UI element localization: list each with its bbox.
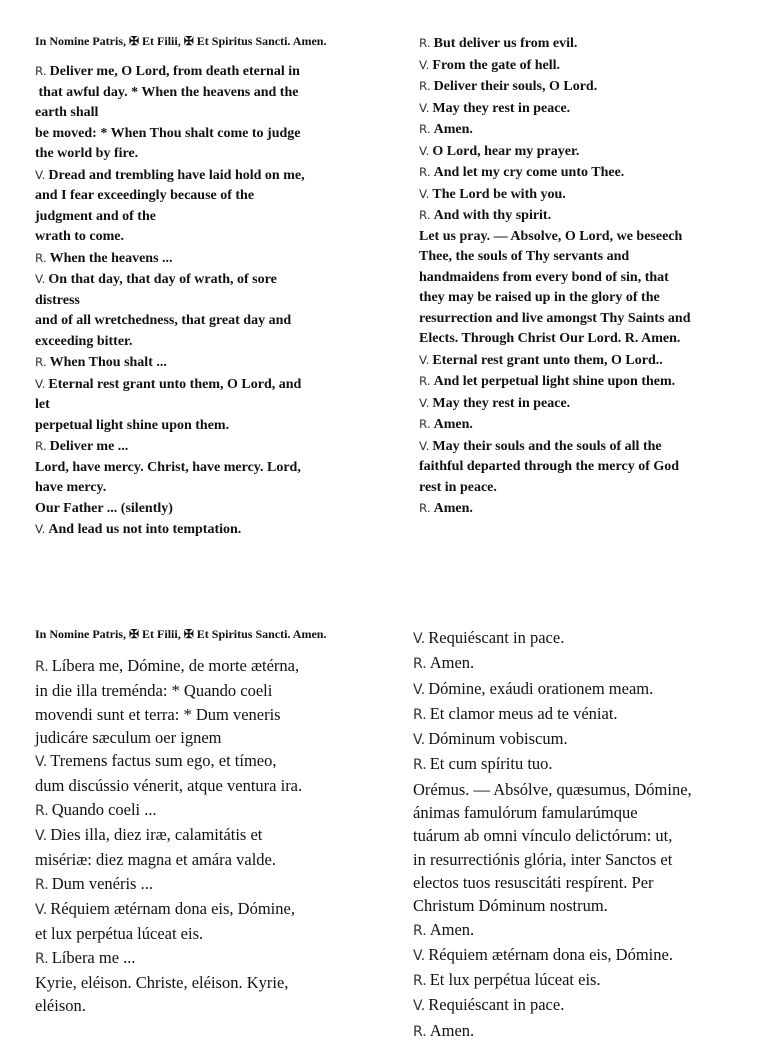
line-text: Elects. Through Christ Our Lord. R. Amen. [419, 331, 681, 346]
line-text: resurrection and live amongst Thy Saints and [419, 310, 691, 326]
line-text: Eternal rest grant unto them, O Lord.. [432, 352, 663, 368]
versicle-mark: V. [35, 272, 46, 286]
line-text: et lux perpétua lúceat eis. [35, 924, 204, 944]
response-mark: R. [419, 417, 431, 431]
text-line [419, 247, 734, 268]
line-text: faithful departed through the mercy of God [419, 459, 680, 474]
text-line [35, 848, 355, 871]
line-text: May they rest in peace. [432, 395, 571, 411]
response-mark: R. [419, 36, 431, 50]
response-mark: R. [35, 439, 47, 453]
response-line [419, 205, 734, 227]
text-line [419, 478, 734, 499]
text-line [35, 124, 365, 145]
response-line [419, 498, 734, 520]
versicle-line [35, 519, 365, 541]
line-text: rest in peace. [419, 479, 497, 495]
line-text: wrath to come. [35, 229, 125, 244]
response-line [413, 702, 748, 727]
english-column-right [419, 33, 734, 520]
line-text: May their souls and the souls of all the [432, 438, 662, 454]
text-line [35, 726, 355, 749]
versicle-line [413, 993, 748, 1018]
text-lines [35, 654, 355, 1017]
text-line [35, 144, 365, 165]
versicle-mark: V. [35, 167, 46, 182]
line-text: exceeding bitter. [35, 333, 133, 349]
versicle-line [413, 626, 748, 651]
response-line [35, 436, 365, 458]
line-text: Deliver me, O Lord, from death eternal in [49, 64, 300, 79]
text-line [35, 774, 355, 797]
versicle-line [419, 436, 734, 458]
text-line [413, 824, 748, 847]
text-line [413, 848, 748, 871]
versicle-mark: V. [413, 631, 426, 647]
text-lines [413, 626, 748, 1044]
line-text: Our Father ... (silently) [35, 500, 173, 516]
line-text: And let perpetual light shine upon them. [433, 374, 676, 389]
versicle-mark: V. [35, 376, 46, 391]
response-line [35, 61, 365, 83]
versicle-line [419, 98, 734, 120]
line-text: Réquiem ætérnam dona eis, Dómine, [50, 898, 295, 918]
line-text: Et clamor meus ad te véniat. [429, 703, 618, 723]
text-line [35, 332, 365, 353]
response-line [35, 798, 355, 823]
line-text: and of all wretchedness, that great day and [35, 313, 292, 328]
line-text: Kyrie, eléison. Christe, eléison. Kyrie, [35, 972, 289, 992]
text-line [413, 801, 748, 824]
versicle-line [35, 749, 355, 774]
line-text: Amen. [433, 122, 473, 137]
line-text: Christum Dóminum nostrum. [413, 896, 608, 916]
text-line [35, 311, 365, 332]
response-line [35, 654, 355, 679]
response-mark: R. [35, 659, 49, 675]
text-line [35, 994, 355, 1017]
line-text: Quando coeli ... [51, 799, 157, 819]
versicle-line [419, 55, 734, 77]
versicle-line [413, 677, 748, 702]
text-lines [35, 61, 365, 541]
line-text: And lead us not into temptation. [48, 522, 242, 537]
text-line [413, 871, 748, 894]
text-line [413, 778, 748, 801]
versicle-line [419, 350, 734, 372]
response-line [419, 162, 734, 184]
line-text: O Lord, hear my prayer. [432, 143, 580, 159]
versicle-mark: V. [35, 901, 48, 918]
line-text: perpetual light shine upon them. [35, 417, 230, 433]
text-line [35, 679, 355, 702]
versicle-mark: V. [35, 828, 48, 845]
response-mark: R. [419, 165, 431, 179]
line-text: distress [35, 292, 80, 308]
text-line [419, 227, 734, 248]
text-line [419, 268, 734, 289]
line-text: misériæ: diez magna et amára valde. [35, 850, 276, 870]
text-line [35, 458, 365, 479]
line-text: Dómine, exáudi orationem meam. [428, 678, 654, 698]
response-mark: R. [413, 706, 427, 723]
text-line [419, 309, 734, 330]
response-mark: R. [35, 802, 49, 819]
versicle-line [413, 727, 748, 752]
versicle-mark: V. [413, 998, 426, 1015]
response-mark: R. [35, 950, 49, 967]
text-line [35, 499, 365, 520]
line-text: Et cum spíritu tuo. [429, 754, 553, 774]
line-text: When Thou shalt ... [49, 355, 167, 370]
line-text: Dread and trembling have laid hold on me, [48, 167, 305, 183]
versicle-mark: V. [413, 732, 426, 749]
line-text: handmaidens from every bond of sin, that [419, 269, 669, 285]
line-text: Requiéscant in pace. [428, 628, 565, 647]
line-text: But deliver us from evil. [433, 36, 578, 51]
response-mark: R. [413, 1023, 427, 1040]
text-line [35, 186, 365, 207]
text-line [35, 416, 365, 437]
versicle-mark: V. [419, 186, 430, 201]
response-line [413, 752, 748, 777]
english-column-left [35, 33, 365, 541]
response-line [413, 651, 748, 676]
line-text: Amen. [429, 1020, 475, 1040]
line-text: And let my cry come unto Thee. [433, 165, 625, 180]
line-text: tuárum ab omni vínculo delictórum: ut, [413, 826, 673, 846]
versicle-line [419, 393, 734, 415]
response-line [419, 119, 734, 141]
line-text: And with thy spirit. [433, 208, 552, 223]
line-text: Let us pray. — Absolve, O Lord, we beseech [419, 228, 683, 244]
line-text: The Lord be with you. [432, 186, 566, 202]
response-mark: R. [419, 374, 431, 388]
response-mark: R. [413, 656, 427, 673]
versicle-mark: V. [419, 143, 430, 158]
line-text: judgment and of the [35, 208, 156, 224]
line-text: and I fear exceedingly because of the [35, 188, 255, 203]
response-mark: R. [419, 501, 431, 515]
versicle-mark: V. [419, 100, 430, 115]
line-text: When the heavens ... [49, 250, 173, 266]
line-text: movendi sunt et terra: * Dum veneris [35, 704, 281, 724]
line-text: May they rest in peace. [432, 100, 571, 116]
response-mark: R. [35, 250, 47, 265]
latin-column-right [413, 626, 748, 1044]
line-text: eléison. [35, 996, 86, 1016]
response-mark: R. [35, 876, 49, 893]
response-line [419, 414, 734, 436]
response-mark: R. [419, 208, 431, 222]
versicle-mark: V. [413, 947, 426, 964]
versicle-line [35, 823, 355, 848]
line-text: have mercy. [35, 480, 107, 495]
response-line [413, 968, 748, 993]
line-text: Tremens factus sum ego, et tímeo, [50, 751, 277, 771]
text-line [35, 971, 355, 994]
text-line [419, 329, 734, 350]
response-mark: R. [413, 757, 427, 774]
invocation-header: In Nomine Patris, ✠ Et Filii, ✠ Et Spiritus Sancti. Amen. [35, 34, 327, 48]
line-text: Amen. [433, 417, 473, 432]
versicle-line [35, 269, 365, 291]
line-text: Dum venéris ... [51, 873, 153, 893]
text-line [35, 227, 365, 248]
versicle-line [35, 897, 355, 922]
text-line [35, 207, 365, 228]
text-line [35, 703, 355, 726]
response-line [419, 76, 734, 98]
versicle-mark: V. [419, 395, 430, 410]
response-line [419, 33, 734, 55]
line-text: Dóminum vobiscum. [428, 729, 568, 749]
text-line [35, 922, 355, 945]
invocation-header: In Nomine Patris, ✠ Et Filii, ✠ Et Spiritus Sancti. Amen. [35, 627, 327, 641]
versicle-line [35, 374, 365, 396]
line-text: in resurrectiónis glória, inter Sanctos et [413, 849, 673, 869]
response-line [35, 352, 365, 374]
line-text: Líbera me ... [51, 947, 136, 967]
line-text: the world by fire. [35, 146, 139, 161]
versicle-line [419, 184, 734, 206]
versicle-line [419, 141, 734, 163]
response-mark: R. [35, 355, 47, 369]
line-text: ánimas famulórum famularúmque [413, 803, 638, 823]
line-text: judicáre sæculum oer ignem [35, 727, 222, 747]
response-mark: R. [419, 122, 431, 136]
text-line [419, 457, 734, 478]
versicle-line [35, 165, 365, 187]
response-line [413, 918, 748, 943]
text-line [35, 291, 365, 312]
line-text: be moved: * When Thou shalt come to judge [35, 125, 301, 141]
text-line [413, 894, 748, 917]
response-mark: R. [413, 922, 427, 939]
versicle-mark: V. [413, 681, 426, 698]
line-text: dum discússio vénerit, atque ventura ira. [35, 776, 303, 796]
versicle-mark: V. [419, 438, 430, 453]
response-mark: R. [413, 973, 427, 990]
versicle-mark: V. [35, 522, 46, 536]
line-text: Requiéscant in pace. [428, 995, 565, 1015]
response-line [413, 1019, 748, 1044]
versicle-mark: V. [419, 57, 430, 72]
response-line [35, 248, 365, 270]
line-text: electos tuos resuscitáti respírent. Per [413, 872, 654, 892]
versicle-mark: V. [35, 754, 48, 771]
line-text: Amen. [433, 501, 473, 516]
response-mark: R. [35, 64, 47, 78]
text-line [419, 288, 734, 309]
line-text: Thee, the souls of Thy servants and [419, 249, 630, 264]
line-text: Réquiem ætérnam dona eis, Dómine. [428, 944, 673, 964]
line-text: Eternal rest grant unto them, O Lord, and [48, 376, 302, 392]
line-text: From the gate of hell. [432, 57, 561, 73]
response-line [419, 371, 734, 393]
response-line [35, 946, 355, 971]
text-lines [419, 33, 734, 520]
versicle-mark: V. [419, 352, 430, 367]
line-text: they may be raised up in the glory of the [419, 290, 660, 305]
line-text: Líbera me, Dómine, de morte ætérna, [51, 656, 300, 675]
line-text: Et lux perpétua lúceat eis. [429, 970, 601, 990]
text-line [35, 103, 365, 124]
line-text: Lord, have mercy. Christ, have mercy. Lord, [35, 459, 301, 475]
line-text: Dies illa, diez iræ, calamitátis et [50, 825, 263, 845]
line-text: Deliver their souls, O Lord. [433, 79, 598, 94]
line-text: in die illa treménda: * Quando coeli [35, 681, 273, 701]
text-line [35, 83, 365, 104]
line-text: Amen. [429, 919, 475, 939]
text-line [35, 478, 365, 499]
line-text: that awful day. * When the heavens and the [35, 84, 299, 100]
latin-column-left [35, 626, 355, 1017]
line-text: earth shall [35, 105, 99, 120]
line-text: Orémus. — Absólve, quæsumus, Dómine, [413, 779, 692, 799]
versicle-line [413, 943, 748, 968]
line-text: On that day, that day of wrath, of sore [48, 272, 277, 287]
response-line [35, 872, 355, 897]
response-mark: R. [419, 79, 431, 93]
line-text: let [35, 397, 50, 412]
line-text: Deliver me ... [49, 439, 129, 454]
line-text: Amen. [429, 653, 475, 673]
text-line [35, 395, 365, 416]
